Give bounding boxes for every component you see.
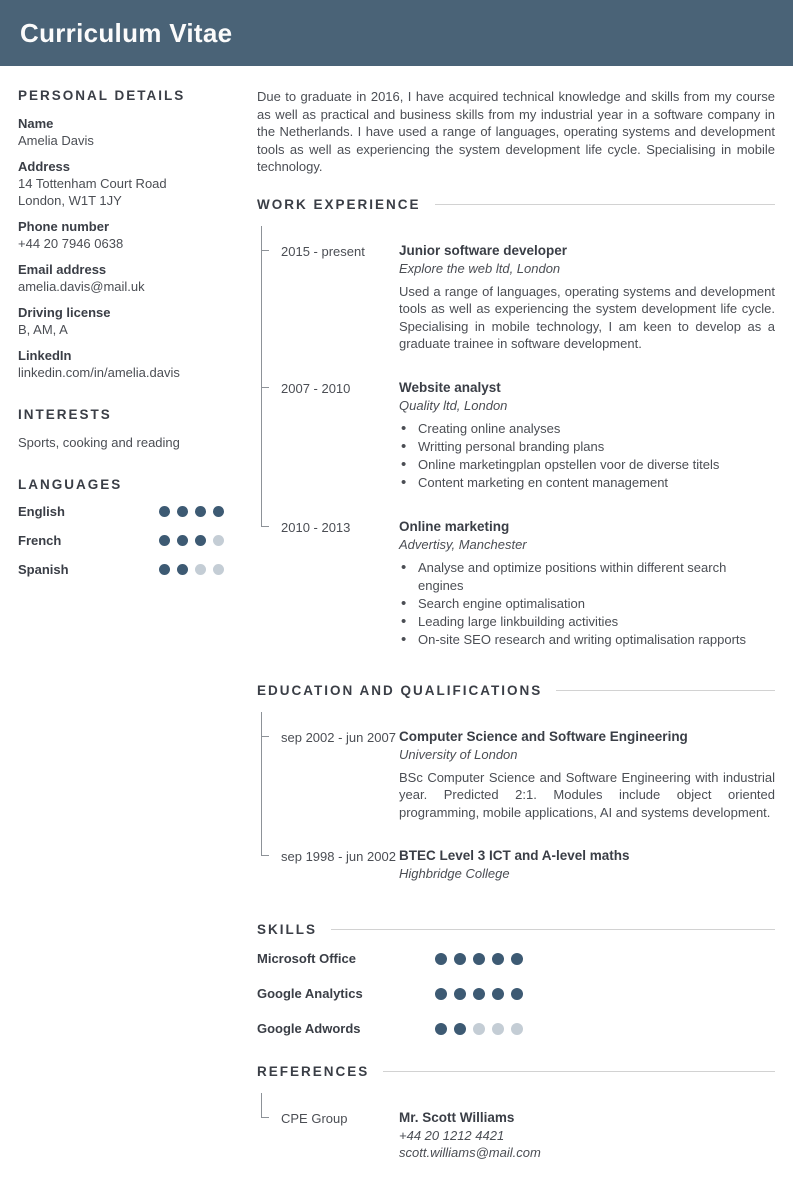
dot-filled — [195, 506, 206, 517]
entry-period: sep 2002 - jun 2007 — [281, 729, 396, 745]
interests-text: Sports, cooking and reading — [18, 435, 180, 450]
field-address — [18, 158, 224, 209]
bullet-item: • Online marketingplan opstellen voor de diverse titels — [399, 456, 775, 474]
dot-filled — [177, 564, 188, 575]
field-phone — [18, 218, 224, 252]
page-title: Curriculum Vitae — [20, 17, 233, 48]
field-label: LinkedIn — [18, 348, 72, 363]
dot-empty — [492, 1023, 504, 1035]
field-driving-license — [18, 304, 224, 338]
entry-period: 2007 - 2010 — [281, 380, 351, 396]
bullet-item: • Writting personal branding plans — [399, 438, 775, 456]
dot-filled — [195, 535, 206, 546]
language-label: French — [18, 533, 62, 548]
work-experience-section — [257, 197, 775, 655]
skill-level-dots — [435, 1023, 523, 1035]
entry-subtitle: Quality ltd, London — [399, 397, 508, 413]
dot-filled — [511, 953, 523, 965]
field-value: +44 20 7946 0638 — [18, 236, 124, 251]
dot-filled — [435, 1023, 447, 1035]
field-value: 14 Tottenham Court Road — [18, 176, 167, 191]
references-heading: REFERENCES — [257, 1064, 370, 1079]
work-experience-heading: WORK EXPERIENCE — [257, 196, 421, 212]
interests-heading: INTERESTS — [18, 407, 112, 422]
entry-period: 2015 - present — [281, 243, 365, 259]
field-value: amelia.davis@mail.uk — [18, 279, 145, 294]
entry-title: Computer Science and Software Engineering — [399, 728, 688, 744]
references-timeline — [257, 1093, 775, 1167]
education-heading: EDUCATION AND QUALIFICATIONS — [257, 682, 543, 698]
education-section — [257, 683, 775, 895]
reference-email: scott.williams@mail.com — [399, 1145, 541, 1160]
dot-filled — [435, 988, 447, 1000]
section-header — [257, 1064, 775, 1079]
content-columns — [0, 66, 793, 1195]
education-entry — [257, 847, 775, 894]
education-entry — [257, 712, 775, 848]
entry-body — [399, 242, 775, 353]
dot-empty — [473, 1023, 485, 1035]
interests-section — [18, 407, 224, 451]
heading-rule — [383, 1071, 775, 1072]
reference-name: Mr. Scott Williams — [399, 1110, 515, 1125]
bullet-item: • Search engine optimalisation — [399, 595, 775, 613]
entry-title: Online marketing — [399, 518, 510, 534]
field-label: Driving license — [18, 305, 111, 320]
dot-filled — [454, 953, 466, 965]
title-banner — [0, 0, 793, 66]
skill-label: Microsoft Office — [257, 951, 356, 966]
entry-bullet-list — [399, 420, 775, 492]
dot-filled — [159, 535, 170, 546]
language-label: English — [18, 504, 65, 519]
field-label: Email address — [18, 262, 107, 277]
field-value: London, W1T 1JY — [18, 193, 122, 208]
entry-subtitle: Advertisy, Manchester — [399, 536, 527, 552]
entry-title: Junior software developer — [399, 242, 568, 258]
field-label: Name — [18, 116, 54, 131]
dot-filled — [159, 506, 170, 517]
dot-filled — [177, 535, 188, 546]
language-level-dots — [159, 535, 224, 546]
entry-body — [399, 1109, 775, 1161]
dot-filled — [492, 953, 504, 965]
field-value: Amelia Davis — [18, 133, 94, 148]
entry-period: 2010 - 2013 — [281, 519, 351, 535]
entry-body — [399, 728, 775, 822]
work-entry — [257, 379, 775, 518]
dot-empty — [195, 564, 206, 575]
languages-section — [18, 477, 224, 577]
field-label: Phone number — [18, 219, 110, 234]
heading-rule — [435, 204, 775, 205]
dot-empty — [213, 535, 224, 546]
entry-subtitle: Explore the web ltd, London — [399, 260, 561, 276]
skill-level-dots — [435, 988, 523, 1000]
references-section — [257, 1064, 775, 1167]
work-entry — [257, 226, 775, 379]
skill-label: Google Analytics — [257, 986, 363, 1001]
field-name — [18, 115, 224, 149]
profile-summary: Due to graduate in 2016, I have acquired technical knowledge and skills from my course as well as practical and business skills from my industrial year in a software company in the Netherlands. I have used a range of languages, operating systems and development tools as well as experiencing the system development life cycle. Specialising in mobile technology. — [257, 89, 775, 174]
heading-rule — [556, 690, 775, 691]
field-value: B, AM, A — [18, 322, 68, 337]
entry-body — [399, 518, 775, 649]
skills-heading: SKILLS — [257, 922, 318, 937]
language-level-dots — [159, 506, 224, 517]
skill-row — [257, 1021, 775, 1036]
field-label: Address — [18, 159, 71, 174]
bullet-item: • Leading large linkbuilding activities — [399, 613, 775, 631]
heading-rule — [331, 929, 775, 930]
reference-company: CPE Group — [281, 1111, 348, 1126]
entry-period: sep 1998 - jun 2002 — [281, 849, 396, 864]
dot-filled — [454, 988, 466, 1000]
dot-filled — [435, 953, 447, 965]
section-header — [257, 922, 775, 937]
dot-filled — [159, 564, 170, 575]
dot-filled — [473, 953, 485, 965]
entry-body — [399, 379, 775, 492]
skill-row — [257, 986, 775, 1001]
personal-details-heading: PERSONAL DETAILS — [18, 88, 186, 103]
main-column — [257, 88, 775, 1195]
bullet-item: • Analyse and optimize positions within different search engines — [399, 559, 775, 595]
entry-bullet-list — [399, 559, 775, 649]
dot-empty — [511, 1023, 523, 1035]
language-row — [18, 533, 224, 548]
entry-description: BSc Computer Science and Software Engineering with industrial year. Predicted 2:1. Modules include object oriented programming, mobile applications, AI and systems development. — [399, 769, 775, 820]
language-label: Spanish — [18, 562, 69, 577]
bullet-item: • Content marketing en content management — [399, 474, 775, 492]
skill-label: Google Adwords — [257, 1021, 361, 1036]
section-header — [257, 683, 775, 698]
language-row — [18, 562, 224, 577]
skill-level-dots — [435, 953, 523, 965]
work-entry — [257, 518, 775, 655]
skills-section — [257, 922, 775, 1036]
entry-title: Website analyst — [399, 379, 501, 395]
language-row — [18, 504, 224, 519]
dot-filled — [177, 506, 188, 517]
field-email — [18, 261, 224, 295]
entry-description: Used a range of languages, operating systems and development tools as well as experiencing the system development life cycle. Specialising in mobile technology, I am keen to develop as a graduate trainee in software development. — [399, 283, 775, 351]
bullet-item: • On-site SEO research and writing optimalisation rapports — [399, 631, 775, 649]
field-linkedin — [18, 347, 224, 381]
sidebar — [18, 88, 224, 1195]
dot-filled — [213, 506, 224, 517]
section-header — [257, 197, 775, 212]
entry-subtitle: Highbridge College — [399, 866, 510, 881]
reference-phone: +44 20 1212 4421 — [399, 1128, 505, 1143]
education-timeline — [257, 712, 775, 895]
work-timeline — [257, 226, 775, 655]
language-level-dots — [159, 564, 224, 575]
languages-heading: LANGUAGES — [18, 477, 123, 492]
entry-subtitle: University of London — [399, 746, 518, 762]
dot-filled — [511, 988, 523, 1000]
dot-filled — [473, 988, 485, 1000]
bullet-item: • Creating online analyses — [399, 420, 775, 438]
skill-row — [257, 951, 775, 966]
reference-entry — [257, 1093, 775, 1167]
field-value: linkedin.com/in/amelia.davis — [18, 365, 180, 380]
dot-empty — [213, 564, 224, 575]
dot-filled — [492, 988, 504, 1000]
entry-title: BTEC Level 3 ICT and A-level maths — [399, 848, 630, 863]
entry-body — [399, 847, 775, 888]
dot-filled — [454, 1023, 466, 1035]
